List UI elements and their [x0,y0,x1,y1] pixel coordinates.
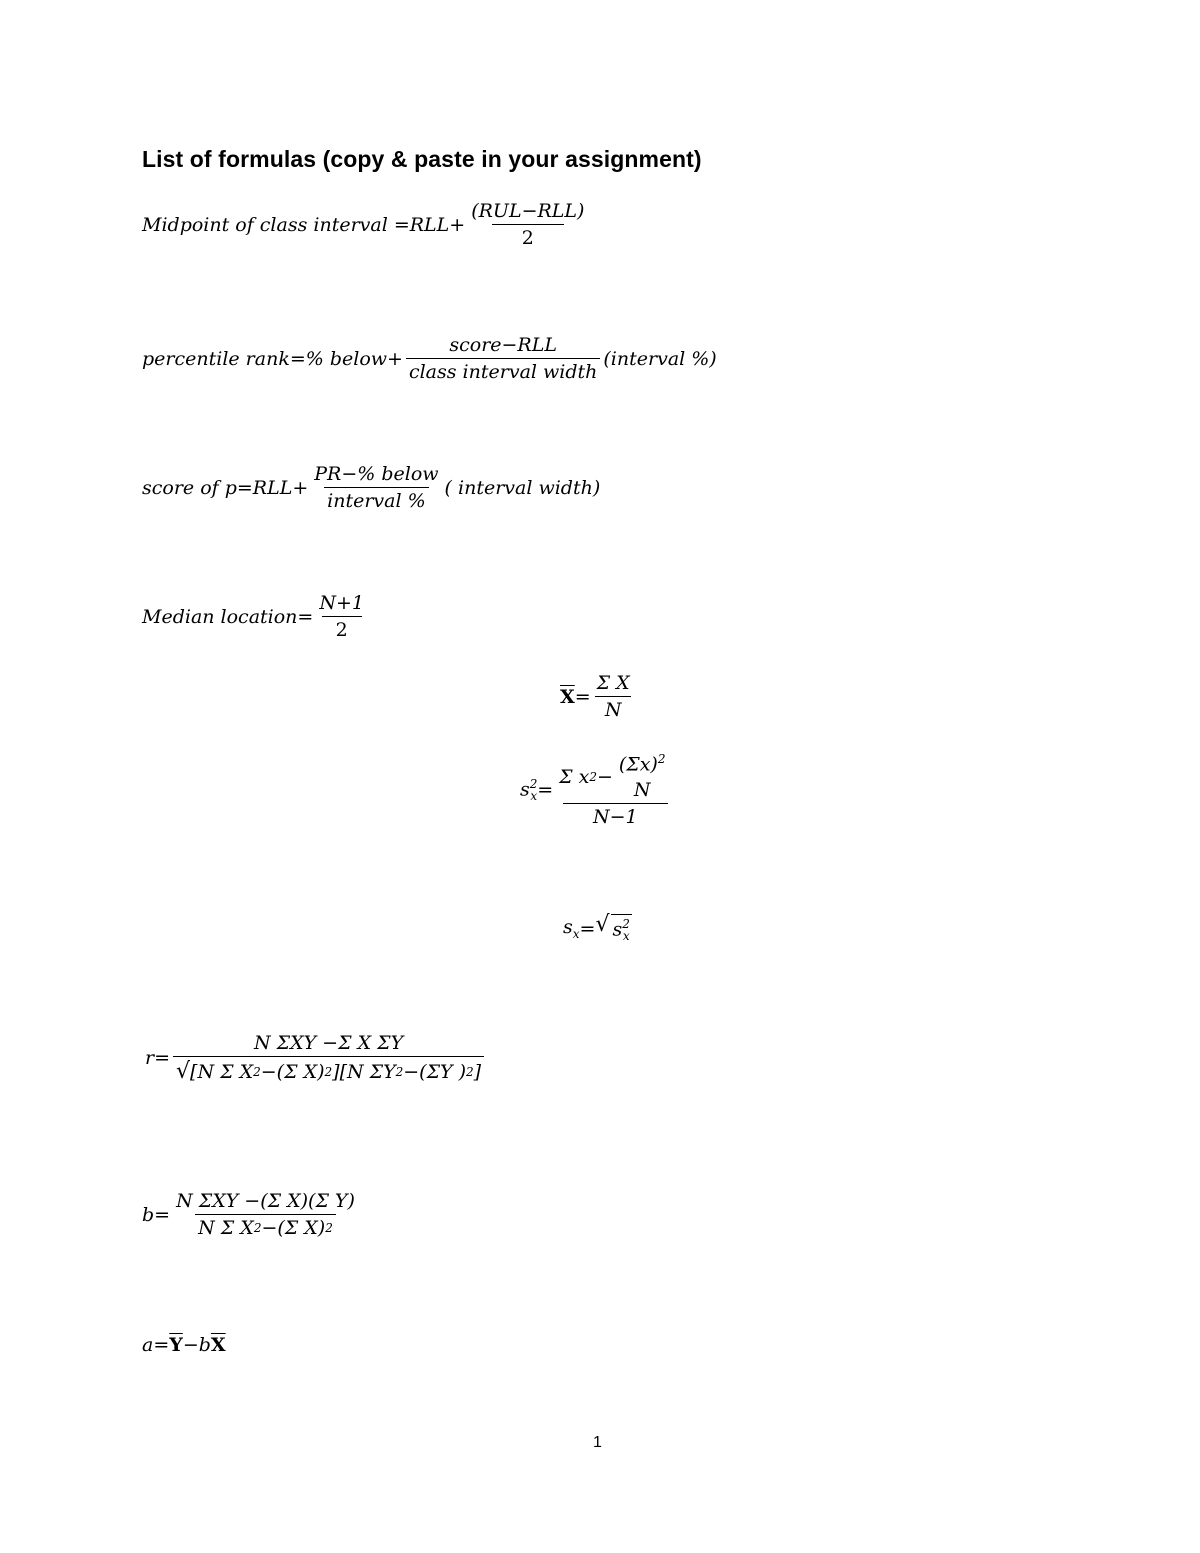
slope-formula [142,1190,361,1239]
mean-fraction [594,672,633,721]
std-dev-lhs [563,916,580,941]
correlation-den-c-sup: 2 [395,1064,404,1079]
score-of-p-denominator: interval % [324,487,429,512]
slope-fraction [173,1190,358,1239]
slope-den-b: −(Σ X) [261,1217,326,1239]
intercept-minus-b: −b [182,1334,211,1356]
percentile-rank-denominator: class interval width [406,358,600,383]
variance-sum-x-sup: 2 [589,769,597,784]
variance-numerator [556,752,674,803]
correlation-radical-sign: √ [176,1059,191,1084]
variance-inner-numerator [616,752,669,777]
percentile-rank-numerator: score−RLL [449,334,557,356]
std-dev-lhs-symbol: s [563,916,573,939]
median-location-fraction [316,592,367,641]
variance-sum-x: Σ x [559,765,590,788]
variance-lhs [520,777,537,803]
page-number: 1 [593,1434,602,1451]
variance-lhs-sup: 2 [529,777,538,792]
score-of-p-lhs: score of p=RLL+ [142,476,309,499]
correlation-den-a: [N Σ X [190,1060,254,1083]
percentile-rank-fraction [406,334,600,383]
midpoint-lhs: Midpoint of class interval =RLL+ [142,213,466,236]
midpoint-formula [142,200,590,249]
midpoint-fraction [468,200,587,249]
std-dev-radicand-sup: 2 [622,917,630,931]
intercept-formula [142,1334,226,1356]
score-of-p-fraction [311,463,441,512]
percentile-rank-tail: (interval %) [603,347,717,370]
correlation-fraction [173,1032,484,1084]
intercept-y-bar: $\overline{Y}$ [169,1334,183,1356]
page-title: List of formulas (copy & paste in your assignment) [142,146,702,172]
median-location-denominator: 2 [322,616,362,641]
variance-inner-num-text: (Σx) [618,753,658,776]
score-of-p-formula [142,463,600,512]
mean-numerator: Σ X [596,672,630,694]
correlation-den-e: ] [473,1060,482,1083]
std-dev-radicand-sub: x [622,929,630,944]
variance-inner-num-sup: 2 [657,752,666,766]
slope-lhs: b= [142,1203,171,1226]
mean-equals: = [574,685,591,708]
correlation-denominator [173,1056,484,1084]
midpoint-numerator: (RUL−RLL) [471,200,585,222]
slope-den-a: N Σ X [198,1217,254,1239]
correlation-den-d-sup: 2 [466,1064,474,1079]
variance-lhs-sub: x [530,789,538,804]
variance-equals: = [537,779,554,802]
slope-numerator: N ΣXY −(Σ X)(Σ Y) [176,1190,355,1212]
score-of-p-numerator: PR−% below [314,463,439,485]
mean-formula [560,672,636,721]
score-of-p-tail: ( interval width) [444,476,601,499]
mean-x-bar: $\overline{X}$ [560,685,575,708]
slope-den-a-sup: 2 [253,1221,262,1235]
correlation-den-a-sup: 2 [253,1064,261,1079]
std-dev-formula [563,914,632,943]
correlation-den-d: −(ΣY ) [403,1060,467,1083]
correlation-numerator: N ΣXY −Σ X ΣY [253,1032,404,1054]
variance-fraction [556,752,674,828]
variance-denominator: N−1 [563,803,668,828]
median-location-lhs: Median location= [142,605,314,628]
intercept-lhs: a= [142,1334,170,1356]
percentile-rank-formula [142,334,717,383]
correlation-formula [145,1032,487,1084]
median-location-numerator: N+1 [319,592,364,614]
variance-lhs-symbol: s [520,778,530,801]
midpoint-denominator: 2 [492,224,564,249]
std-dev-equals: = [579,917,596,940]
slope-denominator [195,1214,336,1239]
std-dev-radical [595,914,631,943]
median-location-formula [142,592,370,641]
variance-inner-denominator: N [633,779,651,802]
std-dev-radicand-symbol: s [612,918,623,941]
correlation-den-c: ][N ΣY [332,1060,396,1083]
percentile-rank-lhs: percentile rank=% below+ [142,347,403,370]
variance-formula [520,752,678,828]
mean-denominator: N [595,696,632,721]
variance-minus: − [596,765,613,788]
correlation-lhs: r= [145,1047,171,1069]
slope-den-b-sup: 2 [325,1221,333,1235]
variance-inner-fraction [616,752,669,801]
correlation-den-b-sup: 2 [324,1064,333,1079]
std-dev-radicand [611,914,632,943]
intercept-x-bar: $\overline{X}$ [210,1334,226,1356]
std-dev-radical-sign: √ [595,912,610,937]
std-dev-lhs-sub: x [572,926,580,941]
correlation-den-b: −(Σ X) [260,1060,325,1083]
